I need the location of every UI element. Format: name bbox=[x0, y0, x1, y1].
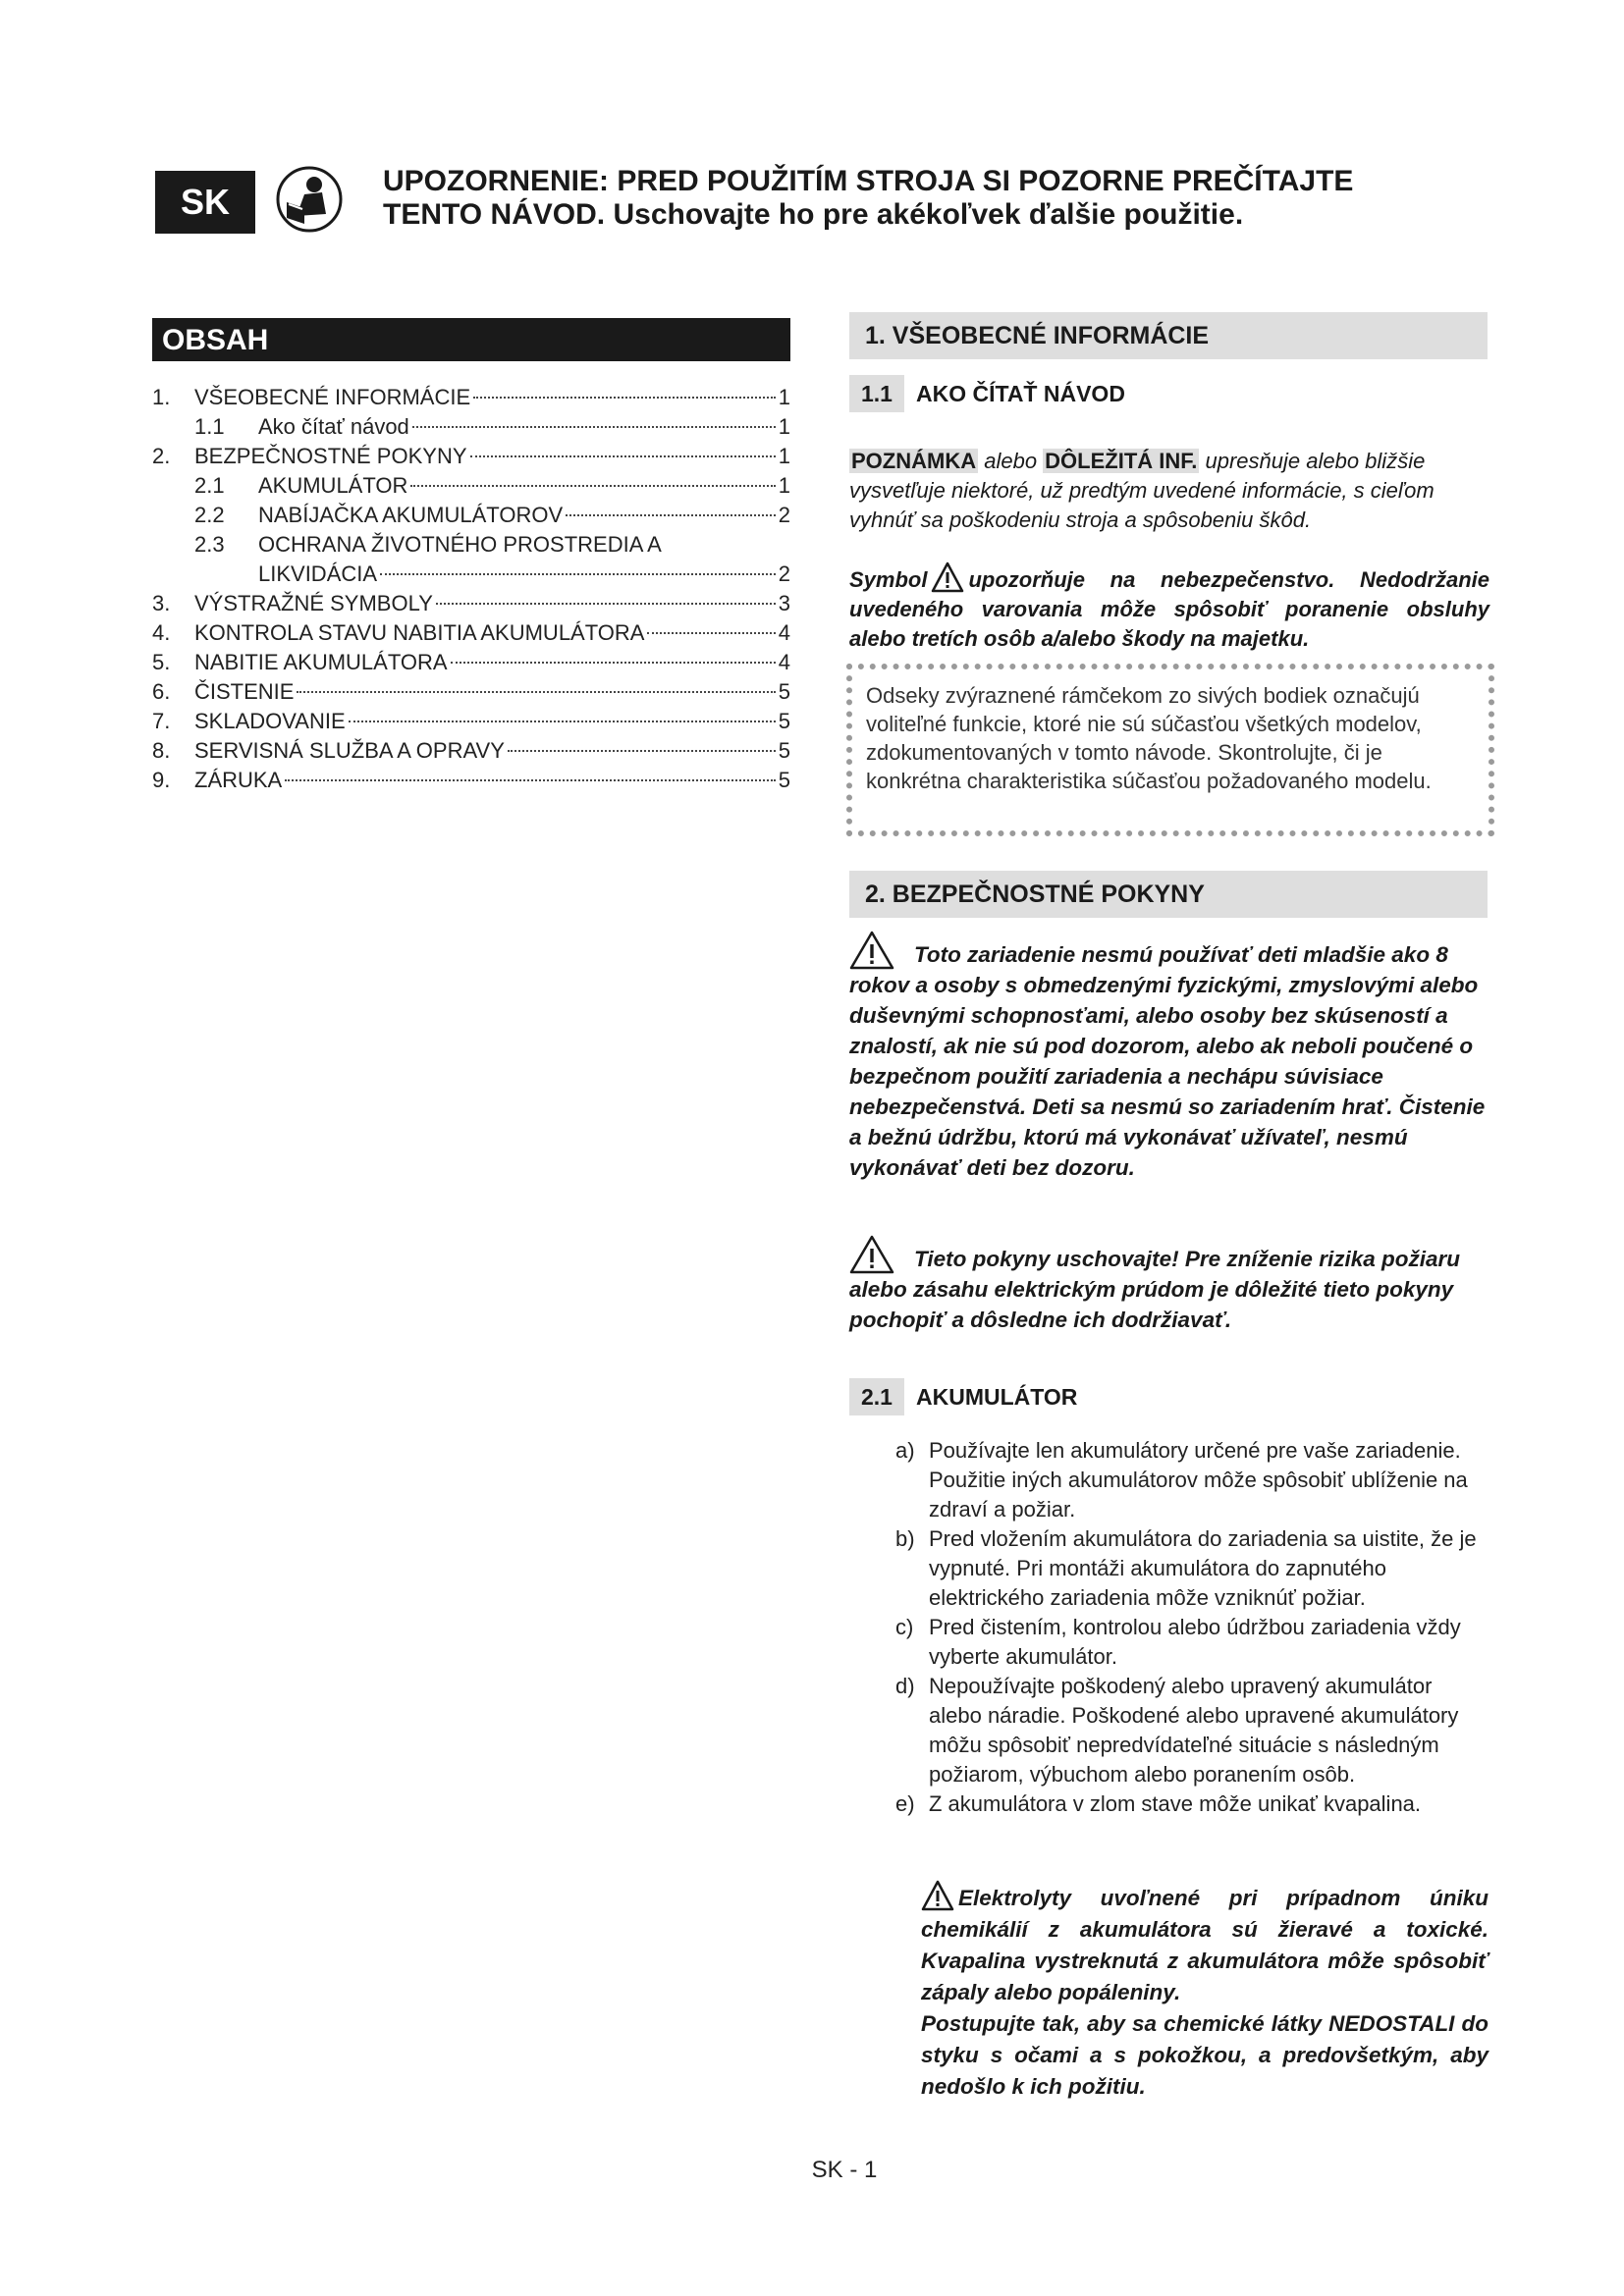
list-item-text: Pred vložením akumulátora do zariadenia sa uistite, že je vypnuté. Pri montáži akumulátora do zapnutého elektrického zariadenia môže vzniknúť požiar. bbox=[929, 1526, 1477, 1610]
toc-item-label: AKUMULÁTOR bbox=[258, 473, 408, 498]
toc-item-number: 9. bbox=[152, 768, 171, 792]
toc-leader bbox=[349, 721, 776, 722]
keep-instructions-warning bbox=[849, 1235, 1489, 1335]
toc-item[interactable] bbox=[152, 736, 790, 766]
toc-item[interactable] bbox=[152, 412, 790, 442]
read-manual-icon bbox=[275, 165, 344, 234]
header-line-2: TENTO NÁVOD. Uschovajte ho pre akékoľvek ďalšie použitie. bbox=[383, 198, 1244, 231]
toc-item-number: 6. bbox=[152, 679, 171, 704]
toc-item-page: 4 bbox=[778, 620, 790, 645]
toc-item-page: 2 bbox=[778, 561, 790, 586]
warning-triangle-icon bbox=[849, 931, 894, 970]
subsection-2-1-heading bbox=[849, 1378, 1077, 1415]
list-item bbox=[895, 1436, 1489, 1524]
symbol-word: Symbol bbox=[849, 567, 928, 592]
toc-item[interactable] bbox=[152, 501, 790, 530]
toc-item[interactable] bbox=[152, 648, 790, 677]
toc-item-number: 3. bbox=[152, 591, 171, 615]
toc-item-page: 5 bbox=[778, 738, 790, 763]
toc-leader bbox=[285, 779, 776, 781]
toc-leader bbox=[647, 632, 775, 634]
toc-item[interactable] bbox=[152, 589, 790, 618]
toc-item-page: 5 bbox=[778, 679, 790, 704]
toc-item[interactable] bbox=[152, 618, 790, 648]
list-item bbox=[895, 1789, 1489, 1819]
toc-item-page: 5 bbox=[778, 768, 790, 792]
electrolyte-warning-text: Elektrolyty uvoľnené pri prípadnom úniku chemikálií z akumulátora sú žieravé a toxické. Kvapalina vystreknutá z akumulátora môže spôsobiť zápaly alebo popáleniny. bbox=[921, 1886, 1489, 2004]
toc-item-label: SKLADOVANIE bbox=[194, 709, 346, 733]
toc-item-page: 3 bbox=[778, 591, 790, 615]
electrolyte-warning bbox=[921, 1880, 1489, 2103]
note-paragraph bbox=[849, 447, 1489, 535]
children-warning-text: Toto zariadenie nesmú používať deti mladšie ako 8 rokov a osoby s obmedzenými fyzickými, zmyslovými alebo duševnými schopnosťami, alebo osoby bez skúseností a znalostí, ak nie sú pod dozorom, alebo ak neboli poučené o bezpečnom použití zariadenia a nechápu súvisiace nebezpečenstvá. Deti sa nesmú so zariadením hrať. Čistenie a bežnú údržbu, ktorú má vykonávať užívateľ, nesmú vykonávať deti bez dozoru. bbox=[849, 942, 1486, 1180]
warning-triangle-icon bbox=[921, 1880, 954, 1911]
toc-item-label: BEZPEČNOSTNÉ POKYNY bbox=[194, 444, 467, 468]
list-item-text: Pred čistením, kontrolou alebo údržbou zariadenia vždy vyberte akumulátor. bbox=[929, 1615, 1461, 1669]
toc-leader bbox=[508, 750, 776, 752]
toc-item-number: 2. bbox=[152, 444, 171, 468]
toc-leader bbox=[412, 426, 776, 428]
section-1-heading: 1. VŠEOBECNÉ INFORMÁCIE bbox=[849, 312, 1488, 359]
list-item-text: Používajte len akumulátory určené pre vaše zariadenie. Použitie iných akumulátorov môže spôsobiť ublíženie na zdraví a požiar. bbox=[929, 1438, 1468, 1522]
toc-item-number: 4. bbox=[152, 620, 171, 645]
children-warning bbox=[849, 931, 1489, 1183]
page-number: SK - 1 bbox=[811, 2157, 878, 2183]
toc-leader bbox=[410, 485, 775, 487]
list-item-text: Nepoužívajte poškodený alebo upravený akumulátor alebo náradie. Poškodené alebo upravené akumulátory môžu spôsobiť nepredvídateľné situácie s následným požiarom, výbuchom alebo poranením osôb. bbox=[929, 1674, 1459, 1787]
toc-item-page: 4 bbox=[778, 650, 790, 674]
list-item bbox=[895, 1524, 1489, 1613]
table-of-contents bbox=[152, 383, 790, 795]
subsection-number: 2.1 bbox=[849, 1378, 904, 1415]
warning-triangle-icon bbox=[931, 561, 964, 593]
toc-item-page: 1 bbox=[778, 473, 790, 498]
toc-item-label: NABÍJAČKA AKUMULÁTOROV bbox=[258, 503, 564, 527]
toc-leader bbox=[566, 514, 776, 516]
toc-item-page: 5 bbox=[778, 709, 790, 733]
toc-item-label: LIKVIDÁCIA bbox=[258, 561, 378, 586]
header-line-1: UPOZORNENIE: PRED POUŽITÍM STROJA SI POZORNE PREČÍTAJTE bbox=[383, 165, 1354, 197]
important-tag: DÔLEŽITÁ INF. bbox=[1045, 449, 1198, 473]
toc-item-number: 8. bbox=[152, 738, 171, 763]
toc-item-label: Ako čítať návod bbox=[258, 414, 409, 439]
toc-item-page: 1 bbox=[778, 414, 790, 439]
toc-leader bbox=[473, 397, 776, 399]
toc-item-label: ZÁRUKA bbox=[194, 768, 283, 792]
list-item-marker: c) bbox=[895, 1615, 914, 1639]
toc-item-label: VÝSTRAŽNÉ SYMBOLY bbox=[194, 591, 433, 615]
list-item-marker: a) bbox=[895, 1438, 915, 1463]
subsection-number: 1.1 bbox=[849, 375, 904, 412]
list-item-marker: b) bbox=[895, 1526, 915, 1551]
subsection-label: AKO ČÍTAŤ NÁVOD bbox=[915, 381, 1125, 406]
toc-item-number: 1.1 bbox=[194, 414, 225, 439]
battery-instructions-list bbox=[895, 1436, 1489, 1819]
toc-item-number: 7. bbox=[152, 709, 171, 733]
keep-instructions-text: Tieto pokyny uschovajte! Pre zníženie rizika požiaru alebo zásahu elektrickým prúdom je dôležité tieto pokyny pochopiť a dôsledne ich dodržiavať. bbox=[849, 1247, 1460, 1332]
toc-item-number: 2.1 bbox=[194, 473, 225, 498]
toc-item-label: KONTROLA STAVU NABITIA AKUMULÁTORA bbox=[194, 620, 645, 645]
list-item-text: Z akumulátora v zlom stave môže unikať kvapalina. bbox=[929, 1791, 1422, 1816]
toc-leader bbox=[470, 455, 776, 457]
language-badge: SK bbox=[155, 171, 255, 234]
optional-features-box bbox=[846, 664, 1494, 836]
toc-item-label: SERVISNÁ SLUŽBA A OPRAVY bbox=[194, 738, 505, 763]
toc-item-continuation[interactable] bbox=[152, 560, 790, 589]
toc-item-number: 1. bbox=[152, 385, 171, 409]
note-tag: POZNÁMKA bbox=[851, 449, 977, 473]
list-item-marker: e) bbox=[895, 1791, 915, 1816]
section-2-heading: 2. BEZPEČNOSTNÉ POKYNY bbox=[849, 871, 1488, 918]
symbol-paragraph bbox=[849, 561, 1489, 654]
toc-leader bbox=[451, 662, 776, 664]
toc-item-label: VŠEOBECNÉ INFORMÁCIE bbox=[194, 385, 471, 409]
toc-item[interactable] bbox=[152, 766, 790, 795]
list-item bbox=[895, 1613, 1489, 1672]
toc-item-number: 2.3 bbox=[194, 532, 225, 557]
toc-leader bbox=[436, 603, 776, 605]
toc-item[interactable] bbox=[152, 677, 790, 707]
toc-item-label: ČISTENIE bbox=[194, 679, 295, 704]
toc-item-page: 2 bbox=[778, 503, 790, 527]
toc-item[interactable] bbox=[152, 530, 790, 560]
toc-item-number: 5. bbox=[152, 650, 171, 674]
subsection-1-1-heading bbox=[849, 375, 1125, 412]
symbol-text: upozorňuje na nebezpečenstvo. Nedodržanie uvedeného varovania môže spôsobiť poranenie obsluhy alebo tretích osôb a/alebo škody na majetku. bbox=[849, 567, 1489, 651]
note-text: upresňuje alebo bližšie vysvetľuje niektoré, už predtým uvedené informácie, s cieľom vyhnúť sa poškodeniu stroja a spôsobeniu škôd. bbox=[849, 449, 1435, 532]
toc-item-number: 2.2 bbox=[194, 503, 225, 527]
toc-item-page: 1 bbox=[778, 385, 790, 409]
toc-item[interactable] bbox=[152, 383, 790, 412]
warning-triangle-icon bbox=[849, 1235, 894, 1274]
toc-leader bbox=[297, 691, 775, 693]
toc-item[interactable] bbox=[152, 442, 790, 471]
list-item bbox=[895, 1672, 1489, 1789]
toc-item-label: OCHRANA ŽIVOTNÉHO PROSTREDIA A bbox=[258, 532, 662, 557]
subsection-label: AKUMULÁTOR bbox=[915, 1384, 1078, 1410]
list-item-marker: d) bbox=[895, 1674, 915, 1698]
note-connector: alebo bbox=[978, 449, 1044, 473]
toc-item[interactable] bbox=[152, 707, 790, 736]
toc-title: OBSAH bbox=[152, 318, 790, 361]
toc-item[interactable] bbox=[152, 471, 790, 501]
electrolyte-warning-text-2: Postupujte tak, aby sa chemické látky NEDOSTALI do styku s očami a s pokožkou, a predovšetkým, aby nedošlo k ich požitiu. bbox=[921, 2011, 1489, 2099]
toc-leader bbox=[380, 573, 776, 575]
toc-item-label: NABITIE AKUMULÁTORA bbox=[194, 650, 448, 674]
toc-item-page: 1 bbox=[778, 444, 790, 468]
optional-features-text: Odseky zvýraznené rámčekom zo sivých bodiek označujú voliteľné funkcie, ktoré nie sú súčasťou všetkých modelov, zdokumentovaných v tomto návode. Skontrolujte, či je konkrétna charakteristika súčasťou požadovaného modelu. bbox=[866, 683, 1432, 793]
header-warning bbox=[383, 165, 1353, 232]
